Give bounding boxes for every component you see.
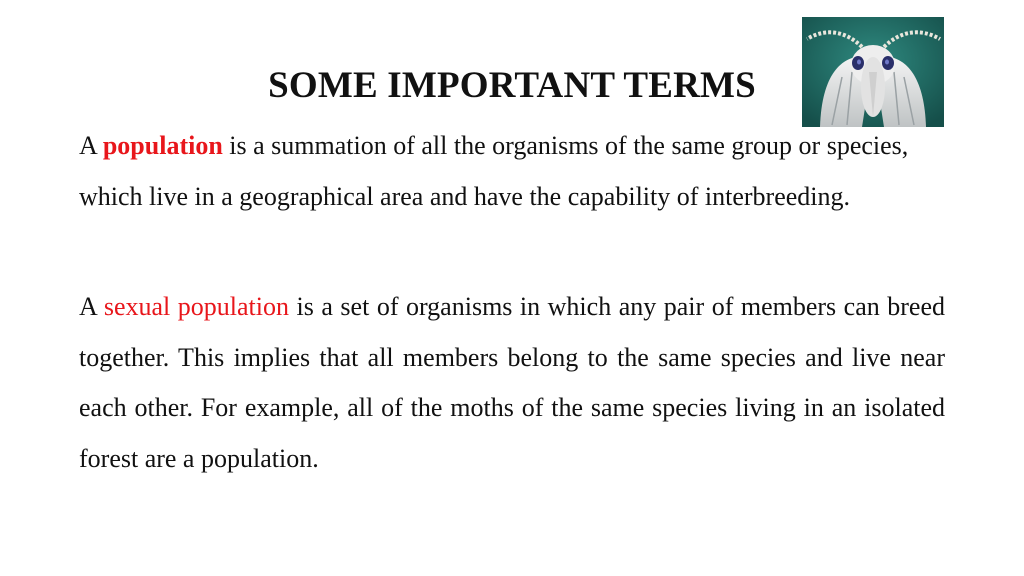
- moth-illustration: [802, 17, 944, 127]
- paragraph-lead: A: [79, 131, 103, 160]
- paragraph-body: is a set of organisms in which any pair of members can breed together. This implies that all members belong to the same species and live near each other. For example, all of the moths of the same species living in an isolated forest are a population.: [79, 292, 946, 473]
- term-population: population: [102, 131, 223, 160]
- paragraph-body: is a summation of all the organisms of the same group or species, which live in a geographical area and have the capability of interbreeding.: [79, 131, 909, 211]
- paragraph-population: [79, 121, 945, 222]
- paragraph-lead: A: [79, 292, 104, 321]
- moth-photo: [802, 17, 944, 127]
- paragraph-sexual-population: [79, 282, 945, 484]
- slide-title: SOME IMPORTANT TERMS: [268, 65, 756, 106]
- term-sexual-population: sexual population: [103, 292, 290, 321]
